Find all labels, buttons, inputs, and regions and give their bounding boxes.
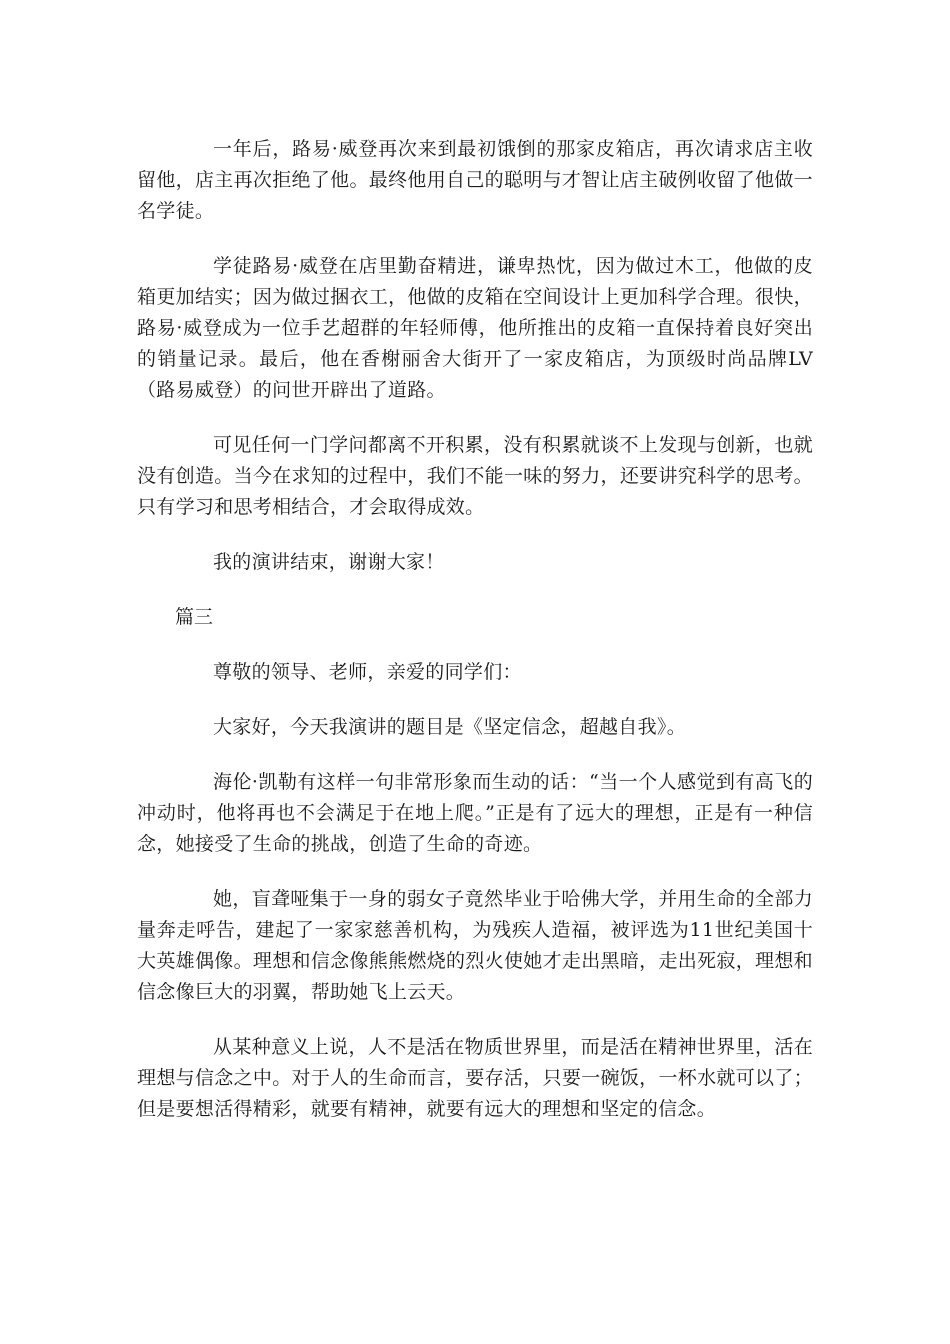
paragraph-spiritual-world: 从某种意义上说，人不是活在物质世界里，而是活在精神世界里，活在理想与信念之中。对于人的生命而言，要存活，只要一碗饭，一杯水就可以了；但是要想活得精彩，就要有精神，就要有远大的理想和坚定的信念。 xyxy=(137,1036,813,1120)
paragraph-salutation: 尊敬的领导、老师，亲爱的同学们： xyxy=(213,661,522,683)
paragraph-helen-keller-quote: 海伦·凯勒有这样一句非常形象而生动的话：“当一个人感觉到有高飞的冲动时，他将再也不会满足于在地上爬。”正是有了远大的理想，正是有一种信念，她接受了生命的挑战，创造了生命的奇迹。 xyxy=(137,771,813,855)
paragraph-conclusion: 可见任何一门学问都离不开积累，没有积累就谈不上发现与创新，也就没有创造。当今在求知的过程中，我们不能一味的努力，还要讲究科学的思考。只有学习和思考相结合，才会取得成效。 xyxy=(137,434,813,518)
paragraph-closing: 我的演讲结束，谢谢大家！ xyxy=(213,551,445,573)
paragraph-topic: 大家好，今天我演讲的题目是《坚定信念，超越自我》。 xyxy=(213,716,687,738)
paragraph-apprentice-growth: 学徒路易·威登在店里勤奋精进，谦卑热忱，因为做过木工，他做的皮箱更加结实；因为做过捆衣工，他做的皮箱在空间设计上更加科学合理。很快，路易·威登成为一位手艺超群的年轻师傅，他所推出的皮箱一直保持着良好突出的销量记录。最后，他在香榭丽舍大街开了一家皮箱店，为顶级时尚品牌LV（路易威登）的问世开辟出了道路。 xyxy=(137,255,813,401)
document-body xyxy=(137,134,813,1149)
paragraph-helen-keller-story: 她，盲聋哑集于一身的弱女子竟然毕业于哈佛大学，并用生命的全部力量奔走呼告，建起了一家家慈善机构，为残疾人造福，被评选为11世纪美国十大英雄偶像。理想和信念像熊熊燃烧的烈火使她才走出黑暗，走出死寂，理想和信念像巨大的羽翼，帮助她飞上云天。 xyxy=(137,888,813,1003)
section-heading: 篇三 xyxy=(175,606,214,628)
paragraph-apprentice-return: 一年后，路易·威登再次来到最初饿倒的那家皮箱店，再次请求店主收留他，店主再次拒绝了他。最终他用自己的聪明与才智让店主破例收留了他做一名学徒。 xyxy=(137,138,813,222)
